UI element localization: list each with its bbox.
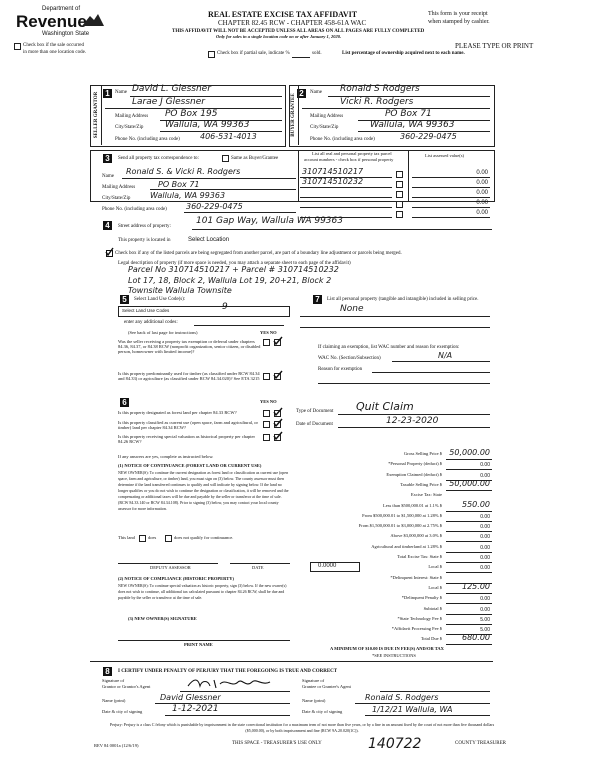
tax-row-label: Exemption Claimed (deduct) $ xyxy=(386,472,442,477)
grantor-date[interactable]: 1-12-2021 xyxy=(172,704,219,714)
personal-property-label: List all personal property (tangible and intangible) included in selling price. xyxy=(327,297,479,302)
correspondence-phone[interactable]: 360-229-0475 xyxy=(186,202,243,211)
form-notice: THIS AFFIDAVIT WILL NOT BE ACCEPTED UNLESS ALL AREAS ON ALL PAGES ARE FULLY COMPLETED xyxy=(172,29,425,34)
correspondence-name[interactable]: Ronald S. & Vicki R. Rodgers xyxy=(126,167,241,176)
form-title: REAL ESTATE EXCISE TAX AFFIDAVIT xyxy=(208,10,358,19)
exemption-no-check-icon xyxy=(273,336,283,345)
assessed-value[interactable]: 0.00 xyxy=(476,170,488,176)
section-5-number: 5 xyxy=(120,295,129,304)
notice-1-text: NEW OWNER(S): To continue the current designation as forest land or classification as current use (open space, farm and agriculture, or timber) land, you must sign on (3) below. The county assessor must then determine if the land transferred continues to qualify and will indicate by signing below. If the land no longer qualifies or you do not wish to continue the designation or classification, it will be removed and the compensating or additional taxes will be due and payable by the seller or transferor at the time of sale. (RCW 84.33.140 or RCW 84.34.108). Prior to signing (3) below, you may contact your local county assessor for more information. xyxy=(118,470,289,511)
tax-row-value[interactable]: 125.00 xyxy=(462,582,490,591)
buyer-city[interactable]: Wallula, WA 99363 xyxy=(370,120,455,130)
tax-row-label: Total Excise Tax: State $ xyxy=(397,554,442,559)
location-select[interactable]: Select Location xyxy=(188,237,230,243)
wac-label: WAC No. (Section/Subsection) xyxy=(318,356,381,361)
deputy-assessor-label: DEPUTY ASSESSOR xyxy=(150,565,191,570)
dor-logo xyxy=(12,6,102,40)
personal-property-checkbox[interactable] xyxy=(396,181,403,188)
grantee-date[interactable]: 1/12/21 Wallula, WA xyxy=(372,705,453,714)
logo-revenue: Revenue xyxy=(16,12,87,31)
wac-value[interactable]: N/A xyxy=(438,351,453,360)
grantee-sig-label: Signature of xyxy=(302,678,325,683)
assessed-value[interactable]: 0.00 xyxy=(476,180,488,186)
personal-property-checkbox[interactable] xyxy=(396,171,403,178)
grantor-name-label: Name (print) xyxy=(102,698,126,703)
seller-grantor-label: SELLER GRANTOR xyxy=(94,91,99,139)
tax-row-value[interactable]: 0.00 xyxy=(480,514,490,520)
partial-sold-label: sold. xyxy=(312,51,322,56)
perjury-statement: Perjury: Perjury is a class C felony which is punishable by imprisonment in the state correctional institution for a maximum term of not more than five years, or by a fine in an amount fixed by the court of not more than five thousand dollars ($5,000.00), or by both imprisonment and fine (RCW 9A.20.020(1C)). xyxy=(109,722,495,733)
buyer-grantee-label: BUYER GRANTEE xyxy=(291,93,296,137)
sec6-yes-no: YES NO xyxy=(260,399,277,404)
forest-question: Is this property designated as forest land per chapter 84.33 RCW? xyxy=(118,410,237,415)
seller-name-label: Name xyxy=(115,90,127,95)
assessed-value[interactable]: 0.00 xyxy=(476,200,488,206)
tax-row-value[interactable]: 0.00 xyxy=(480,565,490,571)
grantee-name-label: Name (print) xyxy=(302,698,326,703)
buyer-name-2[interactable]: Vicki R. Rodgers xyxy=(340,97,414,107)
land-use-code[interactable]: 9 xyxy=(222,302,228,312)
seller-name-1[interactable]: David L. Glessner xyxy=(132,84,211,94)
tax-row-value[interactable]: 0.00 xyxy=(480,462,490,468)
notice-2-text: NEW OWNER(S): To continue special valuation as historic property, sign (3) below. If the new owner(s) does not wish to continue, all additional tax calculated pursuant to chapter 84.26 RCW, shall be due and payable by the seller or transferor at the time of sale. xyxy=(118,583,287,600)
timber-yes[interactable] xyxy=(263,373,270,380)
current-use-no-check-icon xyxy=(273,418,283,427)
not-qualify-label: does not qualify for continuance. xyxy=(174,535,234,540)
see-instructions-note: *SEE INSTRUCTIONS xyxy=(372,653,416,658)
section-4-number: 4 xyxy=(103,221,112,230)
grantee-sig-label-2: Grantee or Grantee's Agent xyxy=(302,684,351,689)
tax-row-label: *State Technology Fee $ xyxy=(397,616,442,621)
grantor-date-label: Date & city of signing xyxy=(102,709,143,714)
street-address-label: Street address of property: xyxy=(118,224,171,229)
historic-question: Is this property receiving special valuation as historical property per chapter 84.26 RCW? xyxy=(118,434,255,445)
tax-row-value[interactable]: 5.00 xyxy=(480,627,490,633)
tax-row-value[interactable]: 0.00 xyxy=(480,524,490,530)
timber-no-check-icon xyxy=(273,370,283,379)
seller-city-label: City/State/Zip xyxy=(115,125,144,130)
section-8-number: 8 xyxy=(103,667,112,676)
multi-location-label-2: in more than one location code. xyxy=(23,50,87,55)
see-back-note: (See back of last page for instructions) xyxy=(128,330,198,335)
tax-row-label: Agricultural and timberland at 1.28% $ xyxy=(371,544,442,549)
county-treasurer-label: COUNTY TREASURER xyxy=(455,741,506,746)
correspondence-mail[interactable]: PO Box 71 xyxy=(158,180,200,189)
street-address[interactable]: 101 Gap Way, Wallula WA 99363 xyxy=(196,216,343,226)
tax-row-label: Local $ xyxy=(428,585,442,590)
assessed-value-header: List assessed value(s) xyxy=(425,153,464,158)
correspondence-city-label: City/State/Zip xyxy=(102,196,131,201)
tax-row-value[interactable]: 0.00 xyxy=(480,534,490,540)
tax-row-label: Excise Tax: State xyxy=(410,492,442,497)
correspondence-mail-label: Mailing Address xyxy=(102,185,136,190)
seller-phone-label: Phone No. (including area code) xyxy=(115,137,180,142)
tax-row-label: *Affidavit Processing Fee $ xyxy=(391,626,442,631)
seller-city[interactable]: Wallula, WA 99363 xyxy=(165,120,250,130)
personal-property-checkbox[interactable] xyxy=(396,201,403,208)
print-name-label: PRINT NAME xyxy=(184,642,213,647)
location-label: This property is located in xyxy=(118,238,171,243)
doc-date-value[interactable]: 12-23-2020 xyxy=(386,416,439,426)
grantee-date-label: Date & city of signing xyxy=(302,709,343,714)
parcel-list-header: List all real and personal property tax parcel xyxy=(312,151,392,156)
parcel-list-header-2: account numbers - check box if personal property xyxy=(304,157,394,162)
section-3-number: 3 xyxy=(103,154,112,163)
tax-row-label: Gross Selling Price $ xyxy=(403,451,442,456)
if-yes-note: If any answers are yes, complete as instructed below. xyxy=(118,454,214,459)
grantor-signature xyxy=(186,676,276,690)
parcel-number[interactable]: 310714510217 xyxy=(302,167,364,176)
exemption-question: Was the seller receiving a property tax exemption or deferral under chapters 84.36, 84.37, or 84.38 RCW (nonprofit organization, senior citizen, or disabled person, homeowner with limited income)? xyxy=(118,339,261,355)
buyer-name-1[interactable]: Ronald S Rodgers xyxy=(340,84,420,94)
exemption-yes[interactable] xyxy=(263,339,270,346)
logo-state: Washington State xyxy=(42,31,90,37)
seller-phone[interactable]: 406-531-4013 xyxy=(200,132,257,141)
partial-sale-label: Check box if partial sale, indicate % xyxy=(217,51,290,56)
form-revision: REV 84 0001a (12/6/19) xyxy=(94,743,139,748)
tax-row-label: From $1,500,000.01 to $3,000,000 at 2.75% $ xyxy=(358,523,442,528)
buyer-mail[interactable]: PO Box 71 xyxy=(385,109,432,119)
tax-row-label: *Delinquent Penalty $ xyxy=(401,595,442,600)
additional-codes-label: enter any additional codes: xyxy=(124,320,178,325)
ownership-note: List percentage of ownership acquired next to each name. xyxy=(342,51,465,56)
personal-property-value[interactable]: None xyxy=(340,304,364,314)
tax-row-value[interactable]: 0.00 xyxy=(480,545,490,551)
doc-type-label: Type of Document xyxy=(296,409,334,414)
correspondence-city[interactable]: Wallula, WA 99363 xyxy=(150,191,226,200)
land-not-qualify-checkbox[interactable] xyxy=(165,535,172,542)
current-use-question: Is this property classified as current use (open space, farm and agricultural, or timber) land per chapter 84.34 RCW? xyxy=(118,420,258,431)
correspondence-phone-label: Phone No. (including area code) xyxy=(102,207,167,212)
same-as-buyer-checkbox[interactable] xyxy=(222,155,229,162)
assessed-value[interactable]: 0.00 xyxy=(476,190,488,196)
assessed-value[interactable]: 0.00 xyxy=(476,210,488,216)
tax-row-label: From $500,000.01 to $1,500,000 at 1.28% $ xyxy=(362,513,442,518)
multi-location-checkbox[interactable] xyxy=(14,43,21,50)
grantor-sig-label-2: Grantor or Grantor's Agent xyxy=(102,684,151,689)
timber-question: Is this property predominantly used for timber (as classified under RCW 84.34 and 84.33) or agriculture (as classified under RCW 84.34.020)? See ETA 3215 xyxy=(118,371,260,382)
tax-row-value[interactable]: 680.00 xyxy=(462,633,490,642)
land-use-label: Select Land Use Code(s): xyxy=(134,297,186,302)
form-only-use: Only for sales in a single location code on or after January 1, 2020. xyxy=(216,34,342,39)
grantor-sig-label: Signature of xyxy=(102,678,125,683)
doc-type-value[interactable]: Quit Claim xyxy=(356,400,414,413)
forest-no-check-icon xyxy=(273,407,283,416)
correspondence-name-label: Name xyxy=(102,174,114,179)
segregated-check-icon xyxy=(105,247,114,256)
section-2-number: 2 xyxy=(297,89,306,98)
buyer-mail-label: Mailing Address xyxy=(310,114,344,119)
logo-dept: Department of xyxy=(42,6,81,12)
buyer-phone-label: Phone No. (including area code) xyxy=(310,137,375,142)
logo-mountain-icon xyxy=(82,12,104,26)
legal-line-2[interactable]: Lot 17, 18, Block 2, Wallula Lot 19, 20+21, Block 2 xyxy=(128,276,332,285)
current-use-yes[interactable] xyxy=(263,421,270,428)
treasurer-stamp: 140722 xyxy=(368,736,422,752)
notice-1-title: (1) NOTICE OF CONTINUANCE (FOREST LAND OR CURRENT USE) xyxy=(118,463,262,468)
same-as-buyer-label: Same as Buyer/Grantee xyxy=(231,156,279,161)
tax-row-label: *Personal Property (deduct) $ xyxy=(388,461,442,466)
exemption-label: If claiming an exemption, list WAC number and reason for exemption: xyxy=(318,345,460,350)
segregated-label: Check box if any of the listed parcels are being segregated from another parcel, are part of a boundary line adjustment or parcels being merged. xyxy=(115,251,402,256)
new-owner-signature-label: (3) NEW OWNER(S) SIGNATURE xyxy=(128,616,197,621)
historic-yes[interactable] xyxy=(263,434,270,441)
buyer-phone[interactable]: 360-229-0475 xyxy=(400,132,457,141)
treasurer-use-label: THIS SPACE - TREASURER'S USE ONLY xyxy=(232,741,322,746)
local-rate-value: 0.0000 xyxy=(318,563,337,569)
tax-row-label: Subtotal $ xyxy=(423,606,442,611)
doc-date-label: Date of Document xyxy=(296,422,333,427)
grantee-name[interactable]: Ronald S. Rodgers xyxy=(365,693,439,702)
certify-statement: I CERTIFY UNDER PENALTY OF PERJURY THAT THE FOREGOING IS TRUE AND CORRECT xyxy=(118,669,338,674)
notice-2-title: (2) NOTICE OF COMPLIANCE (HISTORIC PROPERTY) xyxy=(118,576,234,581)
deputy-date-label: DATE xyxy=(252,565,264,570)
tax-row-label: Total Due $ xyxy=(420,636,442,641)
legal-line-3[interactable]: Townsite Wallula Townsite xyxy=(128,286,232,295)
form-chapter: CHAPTER 82.45 RCW - CHAPTER 458-61A WAC xyxy=(218,19,367,27)
tax-row-value[interactable]: 550.00 xyxy=(462,500,490,509)
tax-row-value[interactable]: 0.00 xyxy=(480,607,490,613)
forest-yes[interactable] xyxy=(263,410,270,417)
partial-sale-checkbox[interactable] xyxy=(208,51,215,58)
receipt-note: This form is your receipt xyxy=(428,11,488,17)
does-label: does xyxy=(148,535,157,540)
seller-mail[interactable]: PO Box 195 xyxy=(165,109,218,119)
tax-row-value[interactable]: 0.00 xyxy=(480,596,490,602)
section-6-number: 6 xyxy=(120,398,129,407)
personal-property-checkbox[interactable] xyxy=(396,211,403,218)
tax-row-value[interactable]: 50,000.00 xyxy=(449,448,490,457)
this-land-label: This land xyxy=(118,535,135,540)
personal-property-checkbox[interactable] xyxy=(396,191,403,198)
sec5-yes-no: YES NO xyxy=(260,330,277,335)
buyer-name-label: Name xyxy=(310,90,322,95)
tax-row-label: Less than $500,000.01 at 1.1% $ xyxy=(383,503,442,508)
tax-row-value[interactable]: 0.00 xyxy=(480,473,490,479)
seller-mail-label: Mailing Address xyxy=(115,114,149,119)
legal-description-label: Legal description of property (if more space is needed, you may attach a separate sheet to each page of the affidavit) xyxy=(118,261,351,266)
tax-row-value[interactable]: 5.00 xyxy=(480,617,490,623)
minimum-due-note: A MINIMUM OF $10.00 IS DUE IN FEE(S) AND/OR TAX xyxy=(330,646,444,651)
section-7-number: 7 xyxy=(313,295,322,304)
legal-line-1[interactable]: Parcel No 310714510217 + Parcel # 310714510232 xyxy=(128,265,339,274)
seller-name-2[interactable]: Larae J Glessner xyxy=(132,97,205,107)
tax-row-label: Local $ xyxy=(428,564,442,569)
send-correspondence-label: Send all property tax correspondence to: xyxy=(118,156,199,161)
tax-row-label: Above $3,000,000 at 3.0% $ xyxy=(390,533,442,538)
historic-no-check-icon xyxy=(273,431,283,440)
multi-location-label: Check box if the sale occurred xyxy=(23,43,84,48)
tax-row-label: *Delinquent Interest: State $ xyxy=(390,575,442,580)
tax-row-value[interactable]: 0.00 xyxy=(480,555,490,561)
receipt-note-2: when stamped by cashier. xyxy=(428,19,490,25)
parcel-number[interactable]: 310714510232 xyxy=(302,177,364,186)
grantor-name[interactable]: David Glessner xyxy=(160,693,221,702)
reason-label: Reason for exemption xyxy=(318,367,363,372)
land-use-placeholder: Select Land Use Codes xyxy=(122,308,170,313)
land-qualifies-checkbox[interactable] xyxy=(139,535,146,542)
type-or-print: PLEASE TYPE OR PRINT xyxy=(455,42,534,50)
tax-row-value[interactable]: 50,000.00 xyxy=(449,479,490,488)
tax-row-label: Taxable Selling Price $ xyxy=(400,482,442,487)
section-1-number: 1 xyxy=(103,89,112,98)
buyer-city-label: City/State/Zip xyxy=(310,125,339,130)
